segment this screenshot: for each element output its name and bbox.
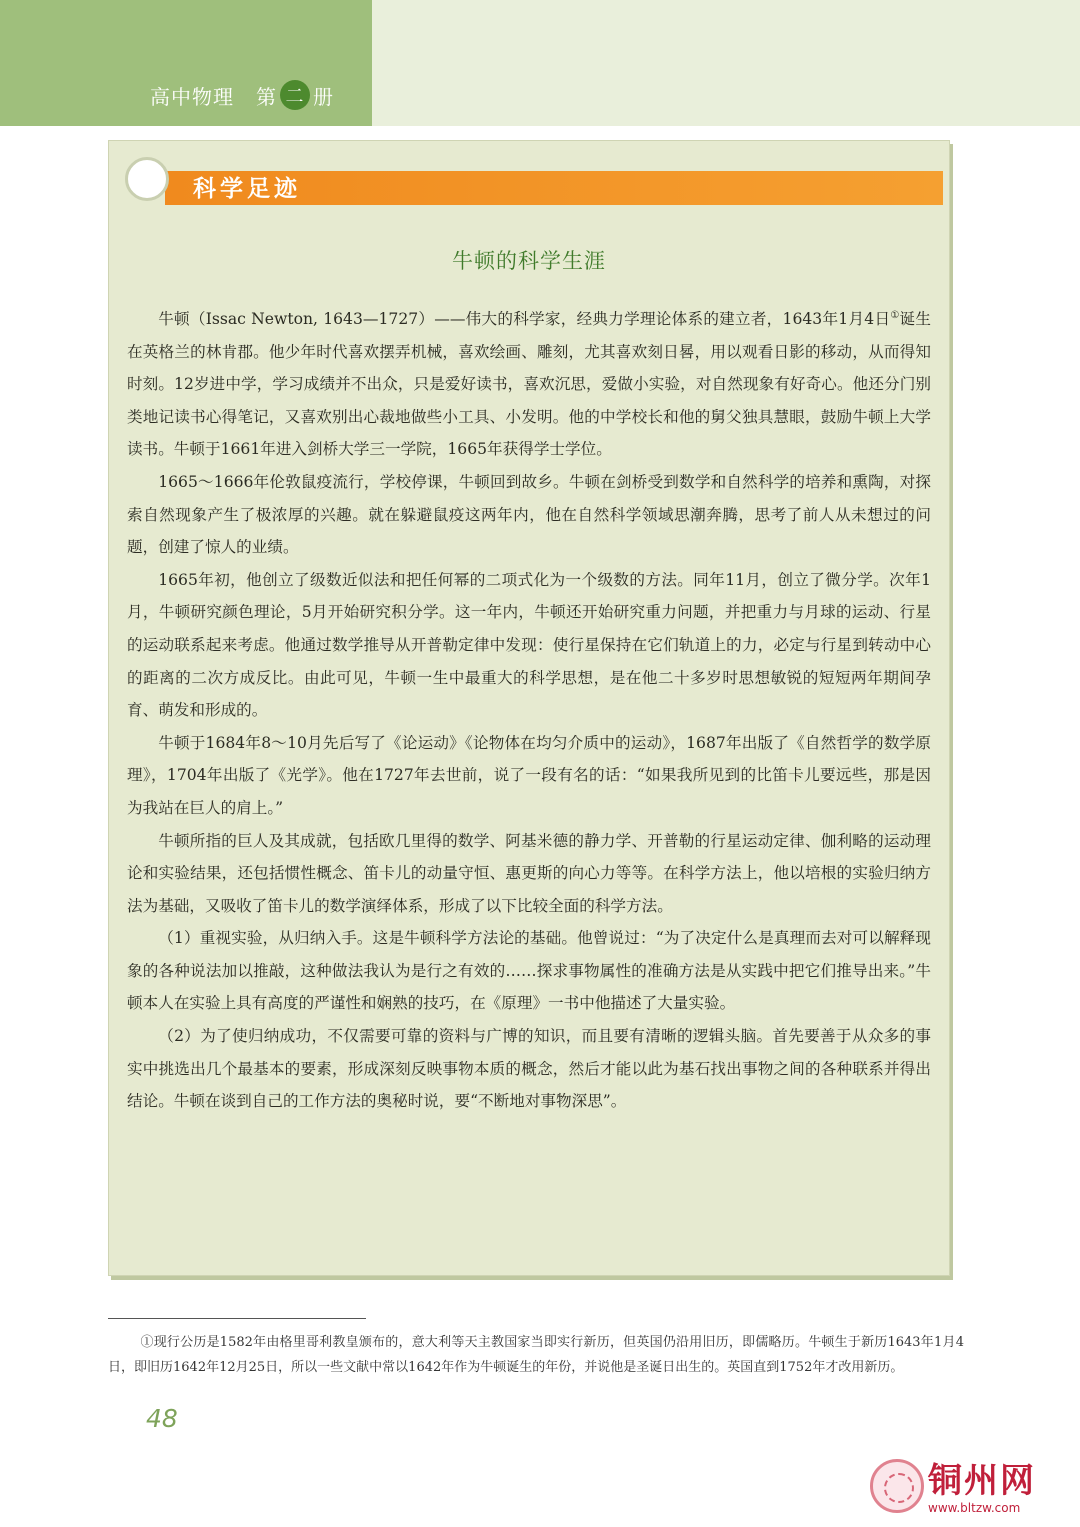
header-subject: 高中物理 — [150, 84, 234, 109]
paragraph: 牛顿所指的巨人及其成就，包括欧几里得的数学、阿基米德的静力学、开普勒的行星运动定律、伽利略的运动理论和实验结果，还包括惯性概念、笛卡儿的动量守恒、惠更斯的向心力等等。在科学方法上，他以培根的实验归纳方法为基础，又吸收了笛卡儿的数学演绎体系，形成了以下比较全面的科学方法。 — [127, 831, 931, 915]
paragraph: 牛顿于1684年8～10月先后写了《论运动》《论物体在均匀介质中的运动》，1687年出版了《自然哲学的数学原理》，1704年出版了《光学》。他在1727年去世前，说了一段有名的话：“如果我所见到的比笛卡儿要远些，那是因为我站在巨人的肩上。” — [127, 733, 931, 817]
paragraph: 1665～1666年伦敦鼠疫流行，学校停课，牛顿回到故乡。牛顿在剑桥受到数学和自然科学的培养和熏陶，对探索自然现象产生了极浓厚的兴趣。就在躲避鼠疫这两年内，他在自然科学领域思潮奔腾，思考了前人从未想过的问题，创建了惊人的业绩。 — [127, 472, 931, 557]
paragraph — [127, 303, 931, 466]
paragraph: （2）为了使归纳成功，不仅需要可靠的资料与广博的知识，而且要有清晰的逻辑头脑。首先要善于从众多的事实中挑选出几个最基本的要素，形成深刻反映事物本质的概念，然后才能以此为基石找出事物之间的各种联系并得出结论。牛顿在谈到自己的工作方法的奥秘时说，要“不断地对事物深思”。 — [127, 1027, 931, 1111]
watermark-url: www.bltzw.com — [928, 1501, 1021, 1515]
running-header — [150, 78, 334, 112]
paragraph: 1665年初，他创立了级数近似法和把任何幂的二项式化为一个级数的方法。同年11月，创立了微分学。次年1月，牛顿研究颜色理论，5月开始研究积分学。这一年内，牛顿还开始研究重力问题，并把重力与月球的运动、行星的运动联系起来考虑。他通过数学推导从开普勒定律中发现：使行星保持在它们轨道上的力，必定与行星到转动中心的距离的二次方成反比。由此可见，牛顿一生中最重大的科学思想，是在他二十多岁时思想敏锐的短短两年期间孕育、萌发和形成的。 — [127, 570, 931, 720]
footnote-ref[interactable]: ① — [890, 309, 900, 321]
watermark-name: 铜州网 — [928, 1461, 1036, 1501]
sidebar-box — [108, 140, 950, 1276]
paragraph-text: 诞生在英格兰的林肯郡。他少年时代喜欢摆弄机械，喜欢绘画、雕刻，尤其喜欢刻日晷，用以观看日影的移动，从而得知时刻。12岁进中学，学习成绩并不出众，只是爱好读书，喜欢沉思，爱做小实验，对自然现象有好奇心。他还分门别类地记读书心得笔记，又喜欢别出心裁地做些小工具、小发明。他的中学校长和他的舅父独具慧眼，鼓励牛顿上大学读书。牛顿于1661年进入剑桥大学三一学院，1665年获得学士学位。 — [127, 310, 931, 459]
page-number: 48 — [146, 1404, 178, 1433]
header-volume-suffix: 册 — [313, 84, 334, 109]
header-volume-prefix: 第 — [256, 84, 277, 109]
article-body — [127, 303, 931, 1118]
volume-number-badge: 二 — [280, 80, 310, 110]
site-watermark — [870, 1451, 1070, 1521]
footnote-divider — [108, 1318, 366, 1319]
paragraph-text: 牛顿（Issac Newton, 1643—1727）——伟大的科学家，经典力学理论体系的建立者，1643年1月4日 — [158, 310, 891, 328]
section-label: 科学足迹 — [193, 176, 301, 202]
header-band-light — [372, 0, 1080, 126]
footnote-text: ①现行公历是1582年由格里哥利教皇颁布的，意大利等天主教国家当即实行新历，但英国仍沿用旧历，即儒略历。牛顿生于新历1643年1月4日，即旧历1642年12月25日，所以一些文献中常以1642年作为牛顿诞生的年份，并说他是圣诞日出生的。英国直到1752年才改用新历。 — [108, 1335, 964, 1375]
watermark-seal-icon — [870, 1459, 924, 1513]
ribbon-circle-icon — [125, 157, 169, 201]
article-title: 牛顿的科学生涯 — [452, 249, 606, 273]
footnote — [108, 1330, 964, 1380]
paragraph: （1）重视实验，从归纳入手。这是牛顿科学方法论的基础。他曾说过：“为了决定什么是真理而去对可以解释现象的各种说法加以推敲，这种做法我认为是行之有效的……探求事物属性的准确方法是从实践中把它们推导出来。”牛顿本人在实验上具有高度的严谨性和娴熟的技巧，在《原理》一书中他描述了大量实验。 — [127, 929, 931, 1013]
